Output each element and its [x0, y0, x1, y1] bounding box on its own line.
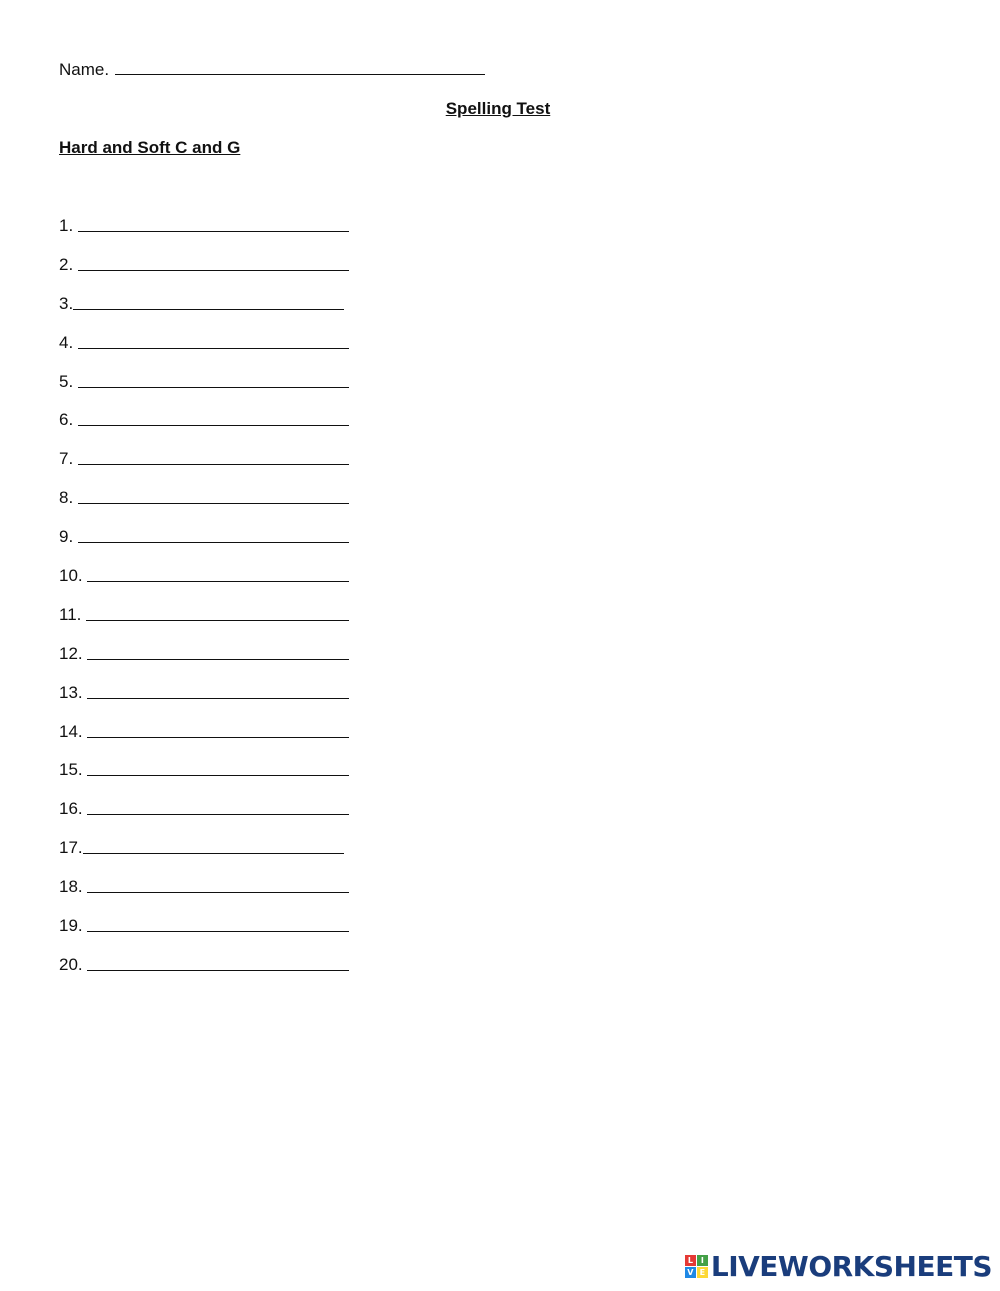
answer-number: 16.: [59, 799, 88, 819]
name-label: Name.: [59, 60, 110, 79]
answer-blank[interactable]: [87, 643, 349, 660]
answer-line-12: [59, 643, 349, 682]
answer-blank[interactable]: [78, 332, 349, 349]
answer-number: 2.: [59, 254, 78, 274]
answer-number: 8.: [59, 488, 78, 508]
answer-number: 19.: [59, 916, 88, 936]
answer-blank[interactable]: [87, 565, 349, 582]
answer-number: 18.: [59, 877, 88, 897]
answer-line-1: [59, 215, 349, 254]
answer-blank[interactable]: [83, 837, 344, 854]
answer-blank[interactable]: [78, 409, 349, 426]
logo-mark-icon: [685, 1255, 708, 1278]
logo-letter-tile: L: [685, 1255, 696, 1266]
name-field: [59, 60, 485, 80]
answer-number: 4.: [59, 332, 78, 352]
answer-line-20: [59, 954, 349, 993]
answer-blank[interactable]: [86, 604, 349, 621]
answer-line-15: [59, 759, 349, 798]
answer-number: 9.: [59, 527, 78, 547]
logo-letter-tile: I: [697, 1255, 708, 1266]
answer-number: 11.: [59, 604, 87, 624]
name-blank-line[interactable]: [115, 60, 485, 75]
answer-blank[interactable]: [73, 293, 344, 310]
answer-line-6: [59, 409, 349, 448]
answer-line-2: [59, 254, 349, 293]
answer-line-13: [59, 682, 349, 721]
answer-line-5: [59, 371, 349, 410]
logo-letter-tile: V: [685, 1267, 696, 1278]
answer-blank[interactable]: [87, 682, 349, 699]
answer-line-3: [59, 293, 349, 332]
answer-blank[interactable]: [87, 954, 349, 971]
answer-number: 15.: [59, 760, 88, 780]
answer-number: 10.: [59, 566, 88, 586]
answer-blank[interactable]: [78, 254, 349, 271]
answer-number: 1.: [59, 216, 78, 235]
answer-blank[interactable]: [78, 371, 349, 388]
answer-blank[interactable]: [78, 215, 349, 232]
answer-blank[interactable]: [87, 876, 349, 893]
answer-number: 5.: [59, 371, 78, 391]
answer-blank[interactable]: [87, 721, 349, 738]
answer-line-4: [59, 332, 349, 371]
answer-line-10: [59, 565, 349, 604]
page-subtitle: Hard and Soft C and G: [59, 138, 241, 157]
page-title: [0, 99, 1000, 119]
answer-blank[interactable]: [78, 448, 349, 465]
answer-blank[interactable]: [87, 759, 349, 776]
logo-text: LIVEWORKSHEETS: [710, 1250, 992, 1283]
answer-line-8: [59, 487, 349, 526]
answer-number: 13.: [59, 682, 88, 702]
answer-number: 14.: [59, 721, 88, 741]
answer-number: 17.: [59, 838, 83, 858]
answer-line-19: [59, 915, 349, 954]
answer-line-16: [59, 798, 349, 837]
answer-number: 12.: [59, 643, 88, 663]
answer-line-11: [59, 604, 349, 643]
answer-blank[interactable]: [78, 526, 349, 543]
liveworksheets-logo: [685, 1250, 992, 1283]
answer-line-18: [59, 876, 349, 915]
answer-blank[interactable]: [78, 487, 349, 504]
answer-blank[interactable]: [87, 798, 349, 815]
answer-number: 3.: [59, 293, 74, 313]
answer-list: [59, 215, 349, 993]
page-title-text: Spelling Test: [445, 99, 551, 118]
logo-letter-tile: E: [697, 1267, 708, 1278]
answer-line-7: [59, 448, 349, 487]
answer-line-17: [59, 837, 349, 876]
answer-blank[interactable]: [87, 915, 349, 932]
answer-number: 20.: [59, 954, 88, 974]
answer-number: 7.: [59, 449, 78, 469]
answer-line-9: [59, 526, 349, 565]
answer-line-14: [59, 721, 349, 760]
answer-number: 6.: [59, 410, 78, 430]
